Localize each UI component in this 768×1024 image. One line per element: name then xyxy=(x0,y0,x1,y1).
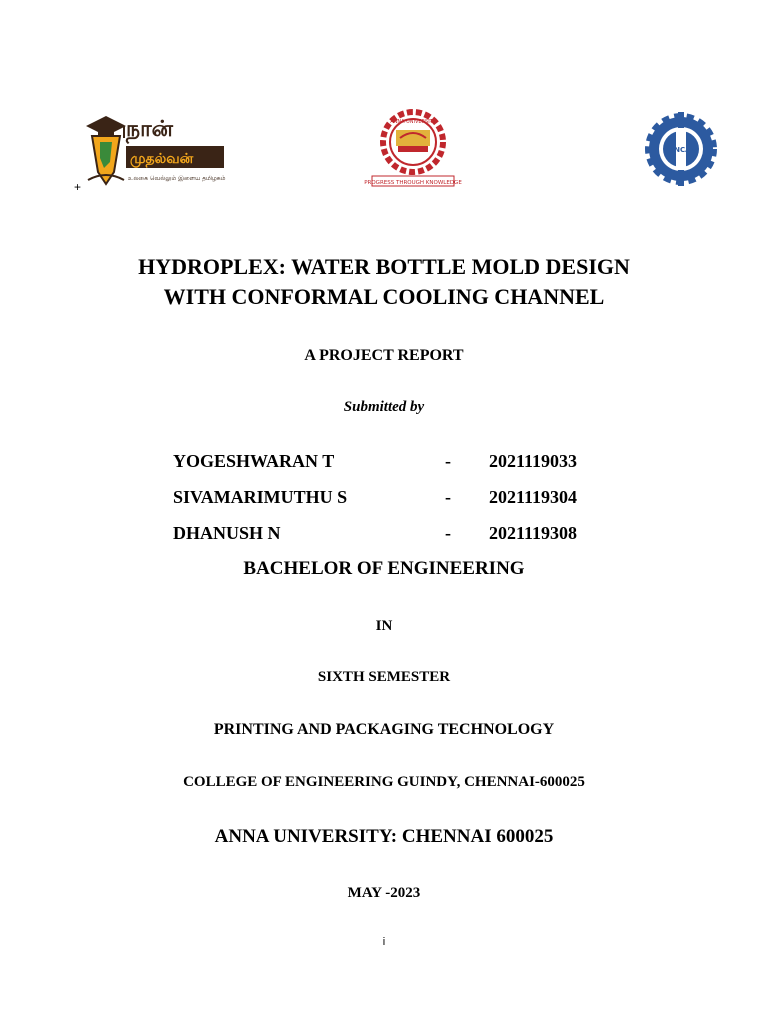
anna-logo-top-text: ANNA UNIVERSITY xyxy=(390,119,436,125)
student-separator: - xyxy=(445,523,451,543)
degree: BACHELOR OF ENGINEERING xyxy=(243,558,525,579)
student-row xyxy=(0,523,768,547)
anna-logo-motto: PROGRESS THROUGH KNOWLEDGE xyxy=(364,180,462,186)
tancam-logo xyxy=(642,108,720,190)
student-name: SIVAMARIMUTHU S xyxy=(173,487,348,507)
student-roll-number: 2021119304 xyxy=(489,487,578,507)
naan-mudhalvan-logo xyxy=(84,106,228,190)
submitted-by-label: Submitted by xyxy=(343,399,425,415)
department: PRINTING AND PACKAGING TECHNOLOGY xyxy=(213,721,555,738)
college: COLLEGE OF ENGINEERING GUINDY, CHENNAI-600025 xyxy=(183,774,585,790)
naan-logo-main-text: நான் xyxy=(126,117,173,142)
tancam-logo-text: TANCAM xyxy=(664,146,698,154)
student-separator: - xyxy=(445,451,451,471)
page-number: i xyxy=(382,936,386,948)
student-name: YOGESHWARAN T xyxy=(173,451,335,471)
student-row xyxy=(0,451,768,475)
plus-mark: + xyxy=(74,180,82,194)
student-name: DHANUSH N xyxy=(173,523,281,543)
student-roll-number: 2021119308 xyxy=(489,523,578,543)
student-row xyxy=(0,487,768,511)
in-label: IN xyxy=(375,618,393,634)
student-roll-number: 2021119033 xyxy=(489,451,578,471)
naan-logo-tagline: உலகை வெல்லும் இளைய தமிழகம் xyxy=(128,175,226,182)
anna-university-logo xyxy=(364,108,462,190)
submission-date: MAY -2023 xyxy=(347,885,421,901)
semester: SIXTH SEMESTER xyxy=(317,669,451,685)
university: ANNA UNIVERSITY: CHENNAI 600025 xyxy=(214,826,554,847)
naan-logo-sub-text: முதல்வன் xyxy=(130,151,194,167)
student-separator: - xyxy=(445,487,451,507)
report-title-line-2: WITH CONFORMAL COOLING CHANNEL xyxy=(163,284,605,309)
report-type: A PROJECT REPORT xyxy=(304,347,464,364)
report-title-line-1: HYDROPLEX: WATER BOTTLE MOLD DESIGN xyxy=(138,254,630,279)
